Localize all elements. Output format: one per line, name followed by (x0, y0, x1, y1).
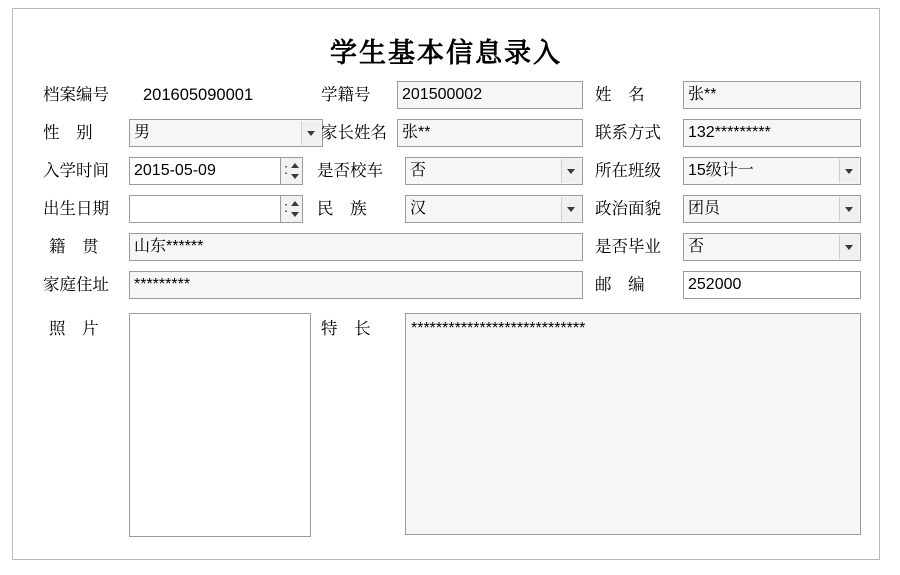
school-bus-label: 是否校车 (317, 162, 383, 180)
class-select[interactable] (683, 157, 861, 185)
nation-label: 民 族 (317, 200, 373, 218)
contact-input[interactable]: 132********* (683, 119, 861, 147)
gender-label: 性 别 (43, 124, 99, 142)
native-place-input[interactable]: 山东****** (129, 233, 583, 261)
chevron-down-icon[interactable] (561, 159, 581, 183)
form-row-5 (31, 233, 863, 263)
spinner-up-icon[interactable] (291, 201, 299, 206)
school-bus-select[interactable] (405, 157, 583, 185)
chevron-down-icon[interactable] (839, 197, 859, 221)
native-place-label: 籍 贯 (49, 238, 105, 256)
nation-value: 汉 (410, 200, 427, 217)
page-title: 学生基本信息录入 (330, 38, 562, 68)
photo-label: 照 片 (49, 320, 105, 338)
parent-name-input[interactable]: 张** (397, 119, 583, 147)
talent-label: 特 长 (321, 320, 377, 338)
graduated-label: 是否毕业 (595, 238, 661, 256)
graduated-select[interactable] (683, 233, 861, 261)
name-label: 姓 名 (595, 86, 651, 104)
student-no-input[interactable]: 201500002 (397, 81, 583, 109)
photo-box[interactable] (129, 313, 311, 537)
form-row-3 (31, 157, 863, 187)
parent-name-label: 家长姓名 (321, 124, 387, 142)
enroll-date-input[interactable]: 2015-05-09 (129, 157, 281, 185)
spinner-up-icon[interactable] (291, 163, 299, 168)
political-label: 政治面貌 (595, 200, 661, 218)
form-row-1 (31, 81, 863, 111)
chevron-down-icon[interactable] (839, 159, 859, 183)
postcode-input[interactable]: 252000 (683, 271, 861, 299)
spinner-down-icon[interactable] (291, 174, 299, 179)
birth-date-input[interactable] (129, 195, 281, 223)
school-bus-value: 否 (410, 162, 427, 179)
archive-no-value: 201605090001 (143, 86, 254, 104)
form-row-4 (31, 195, 863, 225)
birth-date-label: 出生日期 (43, 200, 109, 218)
form-row-7 (31, 313, 863, 543)
spinner-colon-icon: : (284, 199, 289, 216)
postcode-label: 邮 编 (595, 276, 651, 294)
graduated-value: 否 (688, 238, 705, 255)
gender-select[interactable] (129, 119, 323, 147)
chevron-down-icon[interactable] (561, 197, 581, 221)
home-address-label: 家庭住址 (43, 276, 109, 294)
class-value: 15级计一 (688, 162, 754, 179)
spinner-colon-icon: : (284, 161, 289, 178)
home-address-input[interactable]: ********* (129, 271, 583, 299)
spinner-down-icon[interactable] (291, 212, 299, 217)
political-value: 团员 (688, 200, 721, 217)
contact-label: 联系方式 (595, 124, 661, 142)
gender-value: 男 (134, 124, 151, 141)
class-label: 所在班级 (595, 162, 661, 180)
chevron-down-icon[interactable] (839, 235, 859, 259)
student-no-label: 学籍号 (321, 86, 371, 104)
name-input[interactable]: 张** (683, 81, 861, 109)
enroll-date-label: 入学时间 (43, 162, 109, 180)
talent-textarea[interactable]: **************************** (405, 313, 861, 535)
nation-select[interactable] (405, 195, 583, 223)
birth-date-spinner[interactable] (281, 195, 303, 223)
student-info-window (12, 8, 880, 560)
form-row-2 (31, 119, 863, 149)
form-row-6 (31, 271, 863, 301)
enroll-date-spinner[interactable] (281, 157, 303, 185)
chevron-down-icon[interactable] (301, 121, 321, 145)
political-select[interactable] (683, 195, 861, 223)
archive-no-label: 档案编号 (43, 86, 109, 104)
